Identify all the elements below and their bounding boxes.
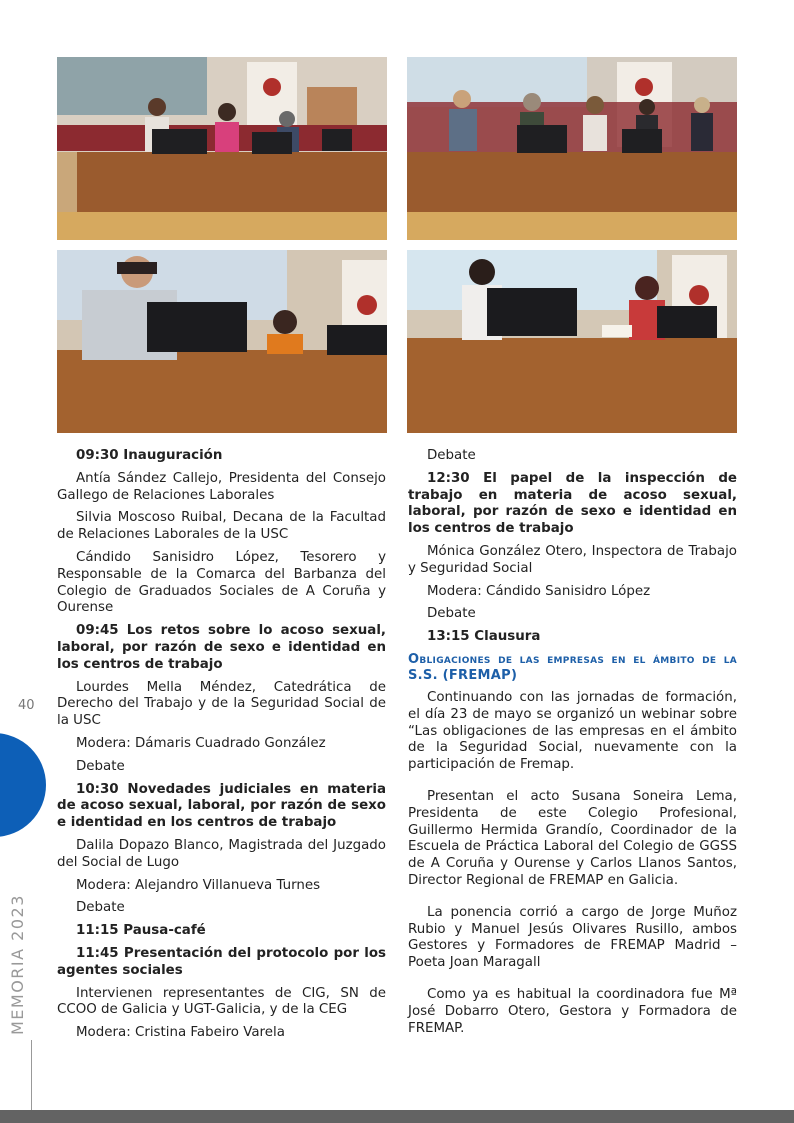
- agenda-item-inauguration: 09:30 Inauguración: [76, 448, 223, 463]
- debate-entry: Debate: [427, 448, 476, 463]
- moderator-entry: Modera: Dámaris Cuadrado González: [76, 735, 326, 751]
- footer-bar: [0, 1110, 794, 1123]
- photo-panel-speakers: [407, 57, 737, 240]
- photo-panel-inauguration: [57, 57, 387, 240]
- side-label: MEMORIA 2023: [8, 894, 27, 1035]
- speaker-entry: Cándido Sanisidro López, Tesorero y Responsable de la Comarca del Barbanza del Colegio de Graduados Sociales de A Coruña y Ourense: [57, 549, 386, 616]
- moderator-entry: Modera: Cristina Fabeiro Varela: [76, 1025, 285, 1041]
- body-paragraph: Como ya es habitual la coordinadora fue Mª José Dobarro Otero, Gestora y Formadora de FREMAP.: [408, 986, 737, 1036]
- agenda-item-heading: 11:45 Presentación del protocolo por los agentes sociales: [57, 945, 386, 978]
- moderator-entry: Modera: Cándido Sanisidro López: [427, 583, 651, 599]
- speaker-entry: Lourdes Mella Méndez, Catedrática de Derecho del Trabajo y de la Seguridad Social de la USC: [57, 679, 386, 729]
- page-number: 40: [18, 698, 35, 713]
- section-title: Obligaciones de las empresas en el ámbito de la S.S. (FREMAP): [408, 651, 737, 683]
- agenda-item-heading: 09:45 Los retos sobre lo acoso sexual, laboral, por razón de sexo e identidad en los centros de trabajo: [57, 623, 386, 672]
- photo-speakers-women: [407, 250, 737, 433]
- debate-entry: Debate: [427, 606, 476, 622]
- body-paragraph: La ponencia corrió a cargo de Jorge Muñoz Rubio y Manuel Jesús Olivares Rusillo, ambos Gestores y Formadores de FREMAP Madrid – Poeta Joan Maragall: [408, 904, 737, 971]
- speaker-entry: Antía Sández Callejo, Presidenta del Consejo Gallego de Relaciones Laborales: [57, 470, 386, 503]
- body-paragraph: Continuando con las jornadas de formación, el día 23 de mayo se organizó un webinar sobre “Las obligaciones de las empresas en el ámbito de la Seguridad Social, nuevamente con la participación de Fremap.: [408, 689, 737, 773]
- photo-speaker-man: [57, 250, 387, 433]
- agenda-item-coffee-break: 11:15 Pausa-café: [76, 923, 206, 939]
- agenda-item-heading: 10:30 Novedades judiciales en materia de acoso sexual, laboral, por razón de sexo e identidad en los centros de trabajo: [57, 781, 386, 831]
- debate-entry: Debate: [76, 900, 125, 916]
- speaker-entry: Dalila Dopazo Blanco, Magistrada del Juzgado del Social de Lugo: [57, 837, 386, 870]
- speaker-entry: Intervienen representantes de CIG, SN de CCOO de Galicia y UGT-Galicia, y de la CEG: [57, 985, 386, 1018]
- right-column: [408, 448, 737, 1043]
- side-divider: [31, 1040, 32, 1110]
- agenda-item-heading: 12:30 El papel de la inspección de trabajo en materia de acoso sexual, laboral, por razón de sexo e identidad en los centros de trabajo: [408, 470, 737, 537]
- body-paragraph: Presentan el acto Susana Soneira Lema, Presidenta de este Colegio Profesional, Guillermo Hermida Grandío, Coordinador de la Escuela de Práctica Laboral del Colegio de GGSS de A Coruña y Ourense y Carlos Llanos Santos, Director Regional de FREMAP en Galicia.: [408, 788, 737, 888]
- speaker-entry: Mónica González Otero, Inspectora de Trabajo y Seguridad Social: [408, 543, 737, 576]
- left-column: [57, 448, 386, 1048]
- moderator-entry: Modera: Alejandro Villanueva Turnes: [76, 877, 321, 893]
- debate-entry: Debate: [76, 758, 125, 774]
- page-tab-decoration: [0, 733, 46, 837]
- speaker-entry: Silvia Moscoso Ruibal, Decana de la Facultad de Relaciones Laborales de la USC: [57, 510, 386, 543]
- agenda-item-closing: 13:15 Clausura: [427, 629, 541, 645]
